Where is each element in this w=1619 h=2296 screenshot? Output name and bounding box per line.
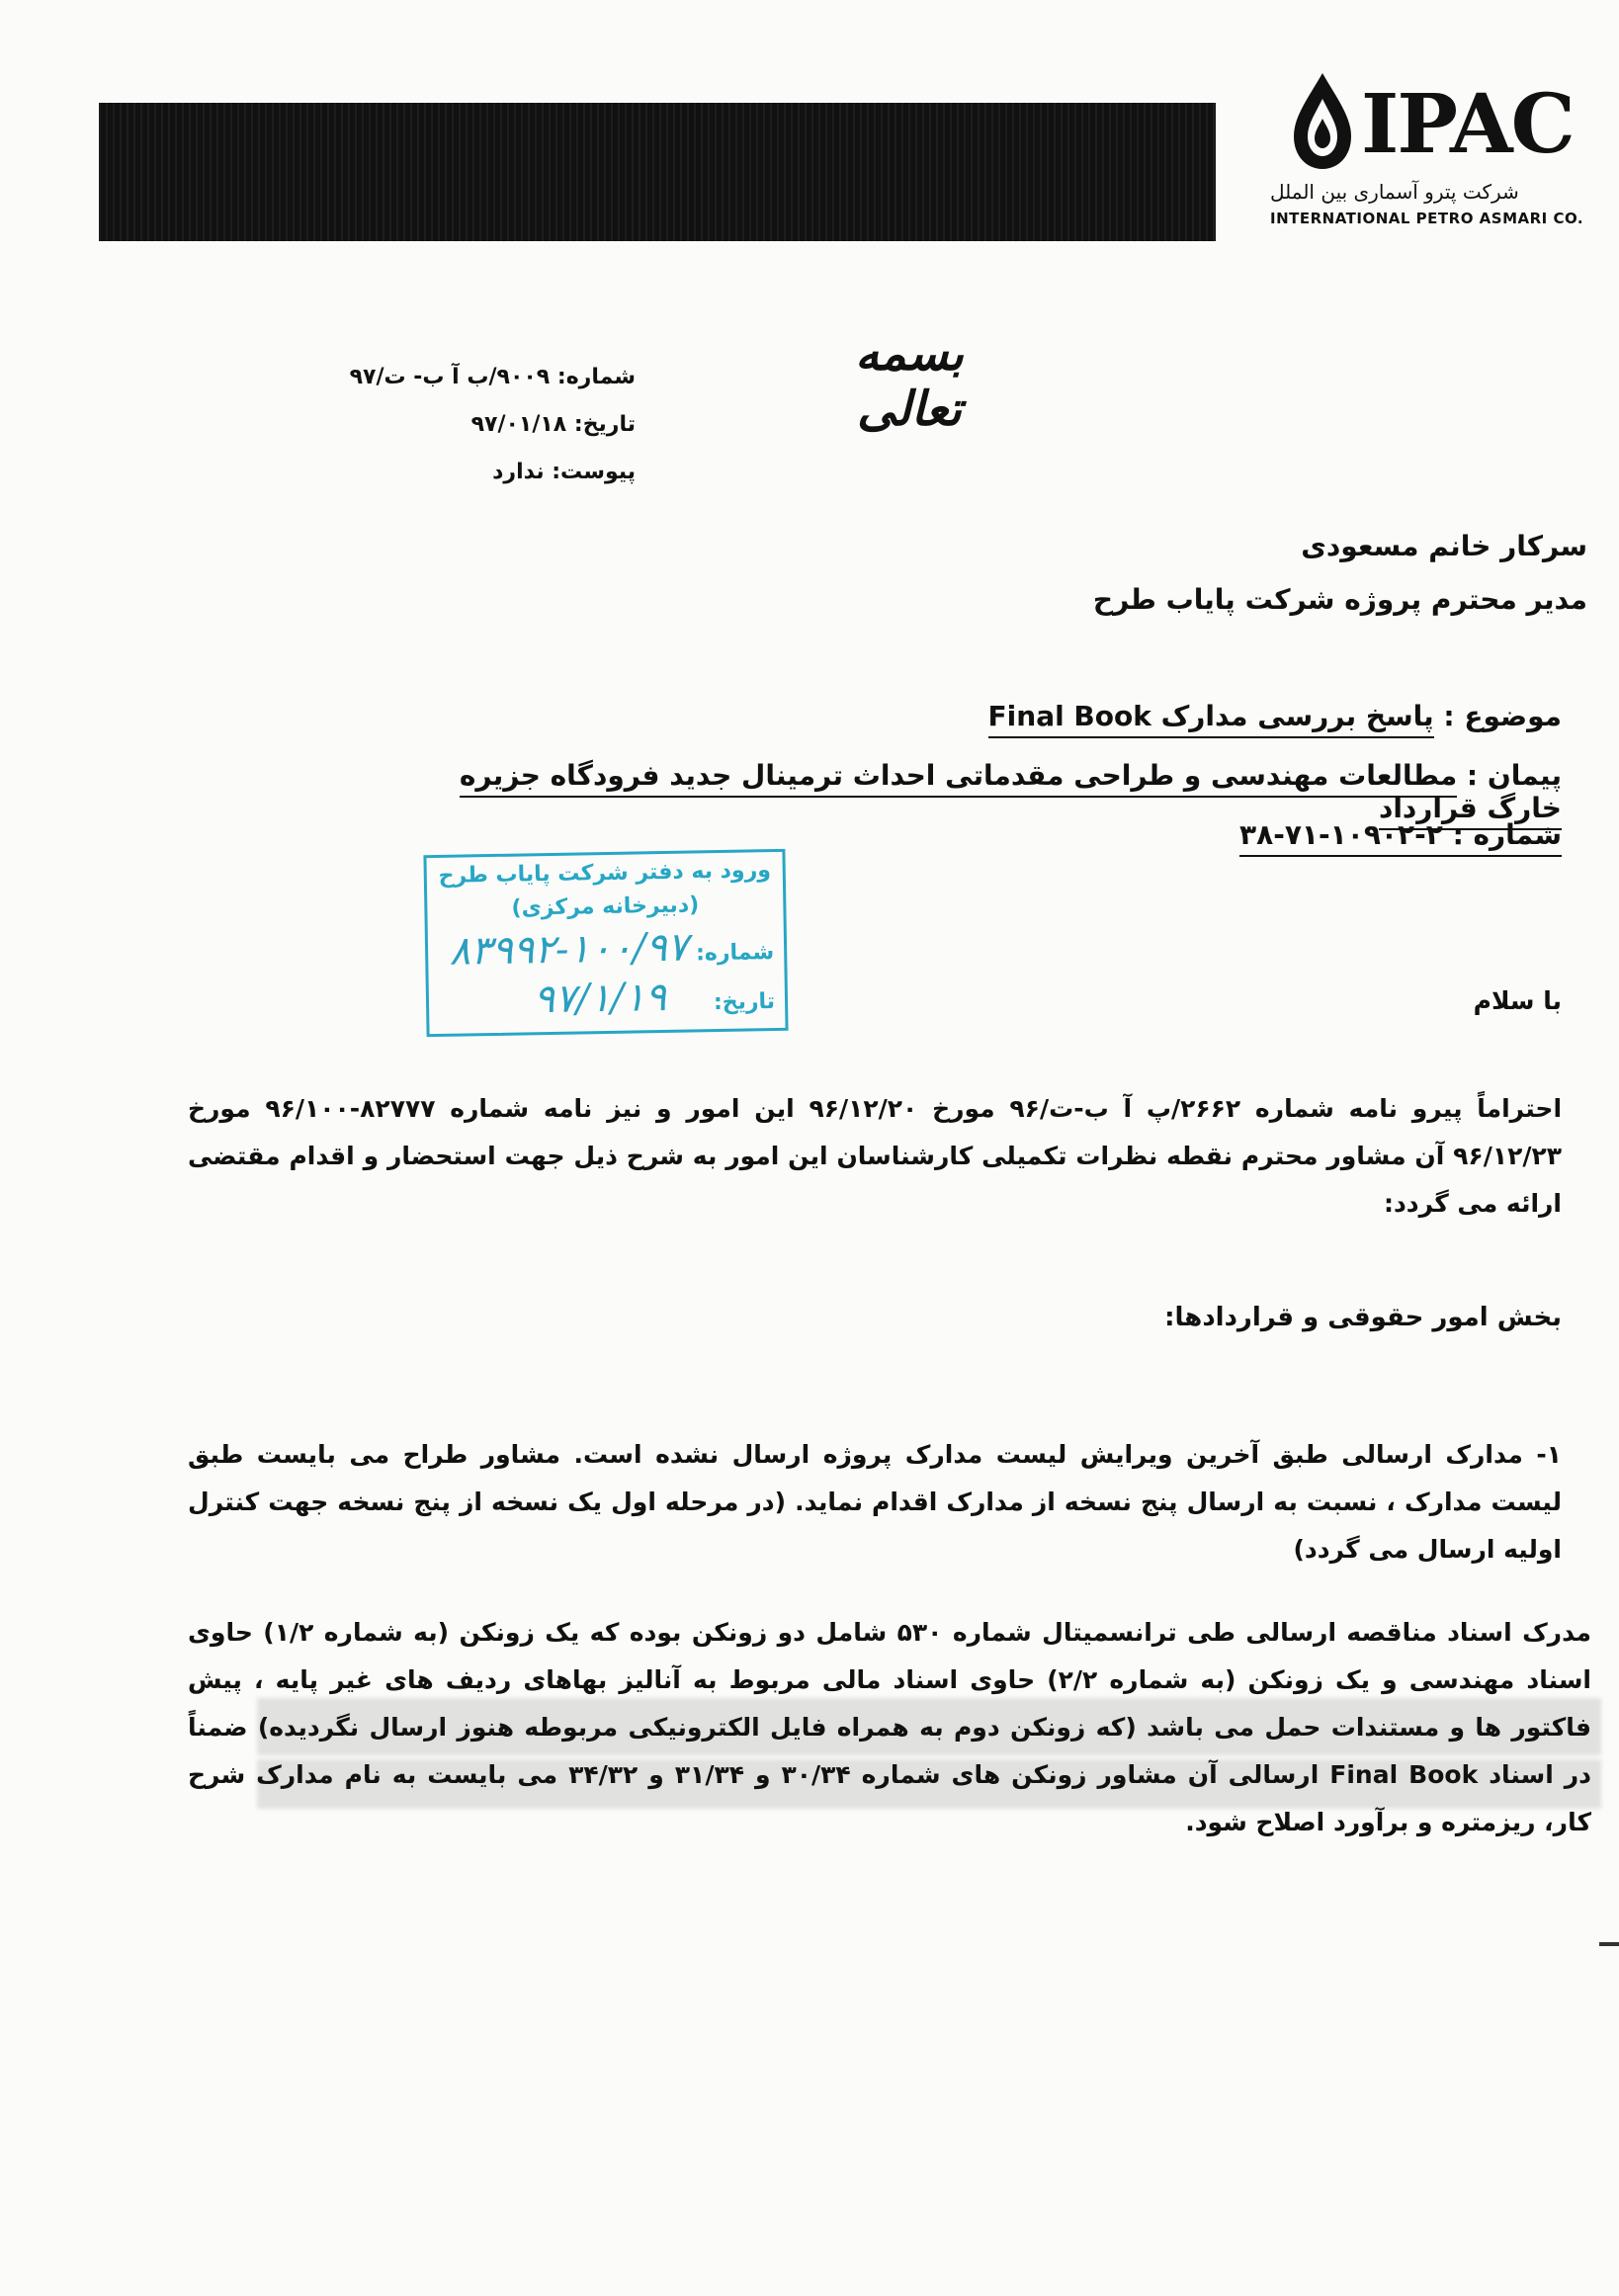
letter-number: شماره: ۹۰۰۹/ب آ ب- ت/۹۷ <box>349 365 636 389</box>
contract-line <box>376 759 1562 824</box>
contract-value: مطالعات مهندسی و طراحی مقدماتی احداث ترمینال جدید فرودگاه جزیره خارگ قرارداد <box>460 759 1562 830</box>
ipac-logo <box>1270 59 1584 237</box>
subject-label: موضوع : <box>1443 700 1562 732</box>
stamp-title: ورود به دفتر شرکت پایاب طرح <box>438 858 772 889</box>
item-1-paragraph: ۱- مدارک ارسالی طبق آخرین ویرایش لیست مدارک پروژه ارسال نشده است. مشاور طراح می بایست طبق لیست مدارک ، نسبت به ارسال پنج نسخه از مدارک اقدام نماید. (در مرحله اول یک نسخه از پنج نسخه جهت کنترل اولیه ارسال می گردد) <box>188 1440 1562 1564</box>
stamp-date-handwritten: ۹۷/۱/۱۹ <box>533 974 667 1023</box>
letter-date: تاریخ: ۹۷/۰۱/۱۸ <box>470 412 636 437</box>
letter-meta <box>240 354 636 496</box>
addressee-title: مدیر محترم پروژه شرکت پایاب طرح <box>1092 583 1587 616</box>
contract-number: شماره : ۲-۱۰۹۰۲-۷۱-۳۸ <box>1239 818 1562 857</box>
redaction-bar <box>99 103 1216 241</box>
greeting: با سلام <box>1473 986 1562 1015</box>
stamp-subtitle: (دبیرخانه مرکزی) <box>511 893 700 921</box>
basmala: بسمه تعالی <box>855 326 964 437</box>
stamp-number-label: شماره: <box>695 940 775 967</box>
scan-edge-mark <box>1599 1942 1619 1946</box>
company-name-english: INTERNATIONAL PETRO ASMARI CO. <box>1270 210 1584 227</box>
oil-drop-logo-icon <box>1288 69 1357 173</box>
contract-number-line <box>376 818 1562 851</box>
contract-label: پیمان : <box>1466 759 1562 792</box>
letter-attachment: پیوست: ندارد <box>492 460 636 484</box>
intro-paragraph: احتراماً پیرو نامه شماره ۲۶۶۲/پ آ ب-ت/۹۶ مورخ ۹۶/۱۲/۲۰ این امور و نیز نامه شماره ۸۲۷۷۷-۹۶/۱۰۰ مورخ ۹۶/۱۲/۲۳ آن مشاور محترم نقطه نظرات تکمیلی کارشناسان این امور به شرح ذیل جهت استحضار و اقدام مقتضی ارائه می گردد: <box>188 1094 1563 1218</box>
stamp-number-row <box>438 923 775 975</box>
subject-value: پاسخ بررسی مدارک Final Book <box>988 700 1434 738</box>
addressee-name: سرکار خانم مسعودی <box>1301 530 1587 562</box>
paragraph-2: مدرک اسناد مناقصه ارسالی طی ترانسمیتال شماره ۵۳۰ شامل دو زونکن بوده که یک زونکن (به شماره ۱/۲) حاوی اسناد مهندسی و یک زونکن (به شماره ۲/۲) حاوی اسناد مالی مربوط به آنالیز بهاهای ردیف های غیر پایه ، پیش فاکتور ها و مستندات حمل می باشد (که زونکن دوم به همراه فایل الکترونیکی مربوطه هنوز ارسال نگردیده) ضمناً در اسناد Final Book ارسالی آن مشاور زونکن های شماره ۳۰/۳۴ و ۳۱/۳۴ و ۳۴/۳۲ می بایست به نام مدارک شرح کار، ریزمتره و برآورد اصلاح شود. <box>188 1618 1591 1836</box>
subject-line <box>376 700 1562 732</box>
stamp-date-row <box>439 973 776 1024</box>
logo-wordmark: IPAC <box>1361 77 1574 172</box>
stamp-number-handwritten: ۱۰۰/۹۷-۸۳۹۹۲ <box>449 924 689 975</box>
section-title: بخش امور حقوقی و قراردادها: <box>1164 1303 1562 1332</box>
stamp-date-label: تاریخ: <box>713 989 776 1016</box>
company-name-persian: شرکت پترو آسماری بین الملل <box>1270 180 1519 204</box>
receipt-stamp <box>423 849 788 1037</box>
